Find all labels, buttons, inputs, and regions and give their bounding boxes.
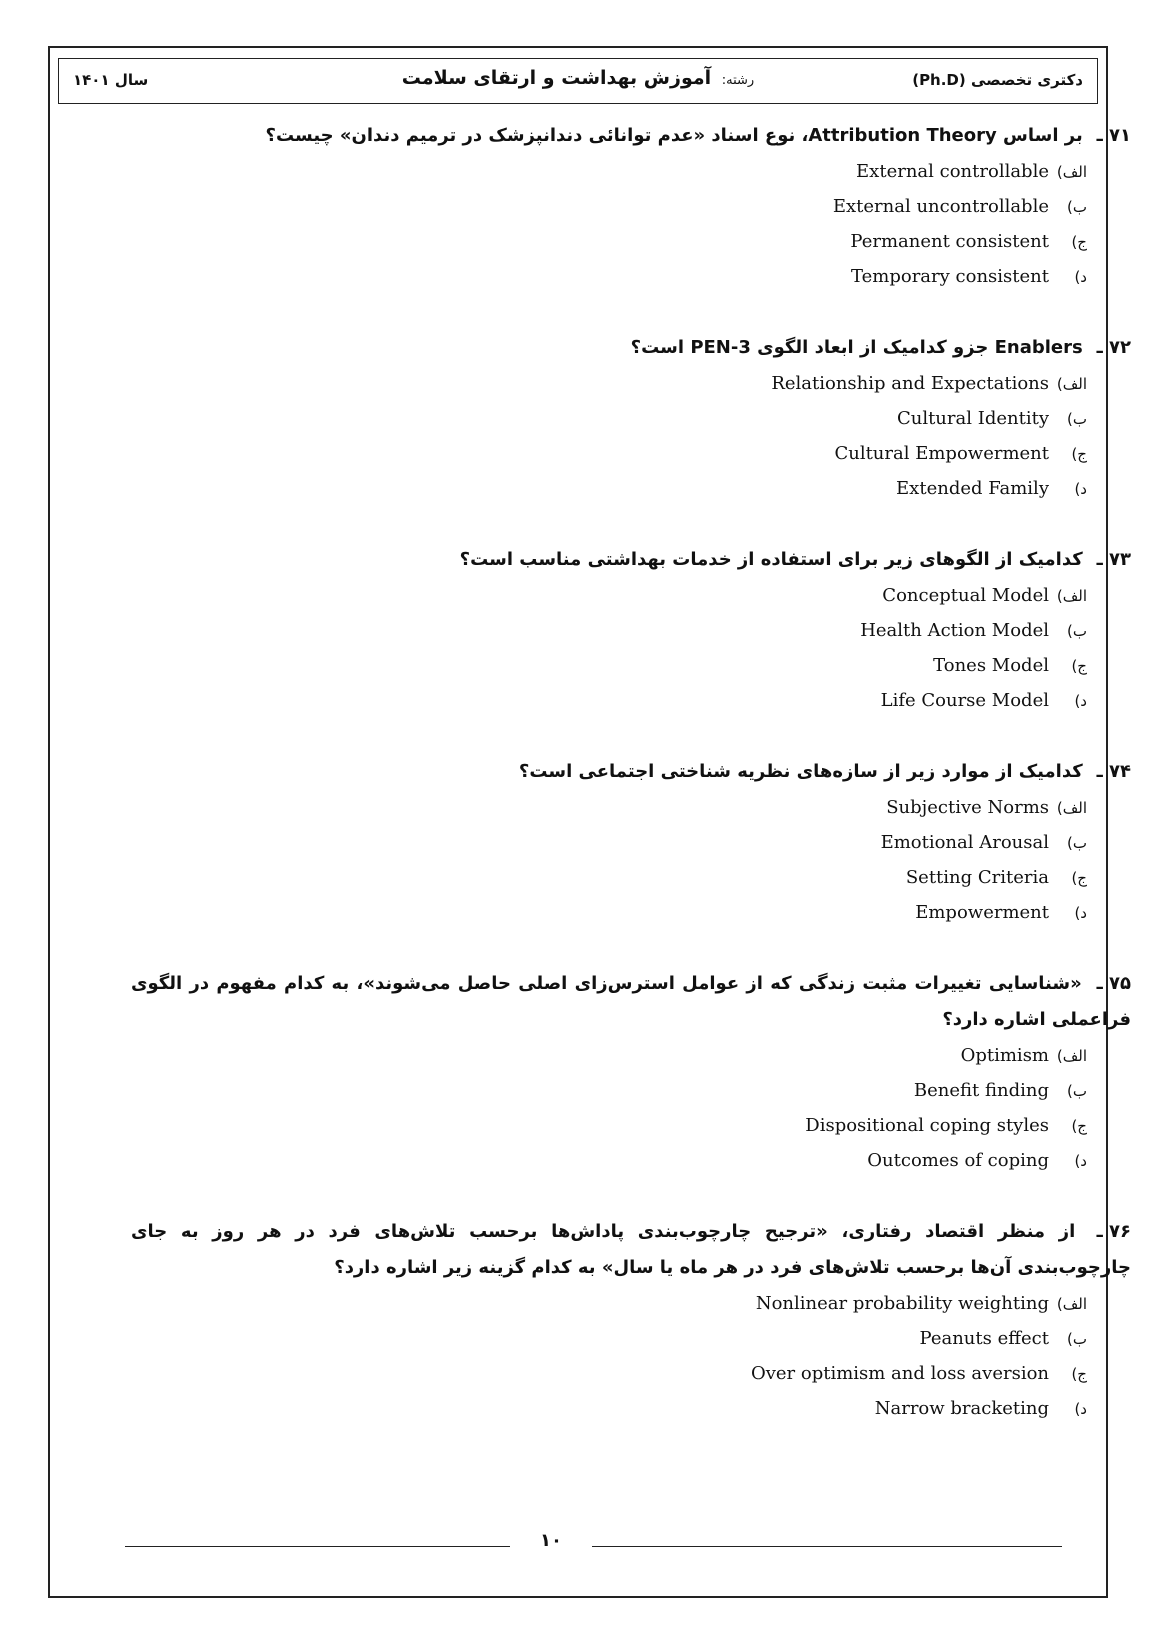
option-letter: د) bbox=[1074, 480, 1087, 498]
option-text: Dispositional coping styles bbox=[805, 1115, 1049, 1136]
option-c[interactable] bbox=[131, 648, 1131, 683]
option-letter: د) bbox=[1074, 692, 1087, 710]
question-stem bbox=[131, 330, 1131, 366]
option-text: Outcomes of coping bbox=[867, 1150, 1049, 1171]
option-a[interactable] bbox=[131, 790, 1131, 825]
option-text: Peanuts effect bbox=[919, 1328, 1049, 1349]
option-d[interactable] bbox=[131, 1391, 1131, 1426]
option-text: Nonlinear probability weighting bbox=[755, 1293, 1049, 1314]
option-text: Over optimism and loss aversion bbox=[750, 1363, 1049, 1384]
option-letter: د) bbox=[1074, 1152, 1087, 1170]
option-text: Tones Model bbox=[933, 655, 1049, 676]
option-letter: ج) bbox=[1071, 233, 1087, 251]
option-a[interactable] bbox=[131, 1286, 1131, 1321]
option-letter: ب) bbox=[1067, 834, 1087, 852]
question-text: Enablers جزو کدامیک از ابعاد الگوی PEN-3 است؟ bbox=[630, 337, 1083, 358]
question-stem bbox=[131, 118, 1131, 154]
option-a[interactable] bbox=[131, 1038, 1131, 1073]
option-letter: ب) bbox=[1067, 1082, 1087, 1100]
field-name: آموزش بهداشت و ارتقای سلامت bbox=[401, 67, 712, 89]
option-b[interactable] bbox=[131, 401, 1131, 436]
option-letter: ب) bbox=[1067, 410, 1087, 428]
option-letter: د) bbox=[1074, 904, 1087, 922]
degree-label: دکتری تخصصی (Ph.D) bbox=[912, 71, 1083, 89]
option-d[interactable] bbox=[131, 895, 1131, 930]
option-text: Subjective Norms bbox=[886, 797, 1049, 818]
option-text: External controllable bbox=[856, 161, 1049, 182]
page-footer bbox=[0, 1530, 1159, 1560]
option-letter: ب) bbox=[1067, 198, 1087, 216]
option-letter: الف) bbox=[1056, 375, 1087, 393]
option-text: Relationship and Expectations bbox=[771, 373, 1049, 394]
question-75 bbox=[131, 966, 1131, 1178]
question-stem bbox=[131, 542, 1131, 578]
option-text: Narrow bracketing bbox=[874, 1398, 1049, 1419]
question-text: «شناسایی تغییرات مثبت زندگی که از عوامل استرس‌زای اصلی حاصل می‌شوند»، به کدام مفهوم در الگوی فراعملی اشاره دارد؟ bbox=[131, 973, 1131, 1030]
option-text: Benefit finding bbox=[913, 1080, 1049, 1101]
option-letter: ج) bbox=[1071, 445, 1087, 463]
question-number: ۷۲ ـ bbox=[1096, 337, 1131, 358]
option-letter: الف) bbox=[1056, 163, 1087, 181]
question-72 bbox=[131, 330, 1131, 506]
option-d[interactable] bbox=[131, 1143, 1131, 1178]
option-b[interactable] bbox=[131, 825, 1131, 860]
option-letter: ج) bbox=[1071, 1365, 1087, 1383]
question-74 bbox=[131, 754, 1131, 930]
question-stem bbox=[131, 1214, 1131, 1286]
option-text: Setting Criteria bbox=[905, 867, 1049, 888]
option-text: Empowerment bbox=[915, 902, 1049, 923]
option-c[interactable] bbox=[131, 224, 1131, 259]
option-letter: الف) bbox=[1056, 1047, 1087, 1065]
option-letter: ج) bbox=[1071, 869, 1087, 887]
option-b[interactable] bbox=[131, 1073, 1131, 1108]
option-c[interactable] bbox=[131, 1356, 1131, 1391]
option-letter: ج) bbox=[1071, 1117, 1087, 1135]
option-letter: الف) bbox=[1056, 1295, 1087, 1313]
option-d[interactable] bbox=[131, 259, 1131, 294]
footer-rule-left bbox=[125, 1546, 510, 1547]
field-title bbox=[59, 67, 1097, 89]
question-text: از منظر اقتصاد رفتاری، «ترجیح چارچوب‌بندی پاداش‌ها برحسب تلاش‌های فرد در هر روز به جای چارچوب‌بندی آن‌ها برحسب تلاش‌های فرد در هر ماه یا سال» به کدام گزینه زیر اشاره دارد؟ bbox=[131, 1221, 1131, 1278]
option-a[interactable] bbox=[131, 578, 1131, 613]
question-text: کدامیک از الگوهای زیر برای استفاده از خدمات بهداشتی مناسب است؟ bbox=[459, 549, 1083, 570]
option-b[interactable] bbox=[131, 189, 1131, 224]
option-text: Optimism bbox=[960, 1045, 1049, 1066]
option-letter: د) bbox=[1074, 268, 1087, 286]
option-b[interactable] bbox=[131, 1321, 1131, 1356]
option-c[interactable] bbox=[131, 860, 1131, 895]
option-letter: ب) bbox=[1067, 622, 1087, 640]
exam-year: سال ۱۴۰۱ bbox=[73, 71, 149, 89]
option-letter: د) bbox=[1074, 1400, 1087, 1418]
option-letter: الف) bbox=[1056, 587, 1087, 605]
question-number: ۷۶ ـ bbox=[1096, 1221, 1131, 1242]
exam-header bbox=[58, 58, 1098, 104]
question-number: ۷۱ ـ bbox=[1096, 125, 1131, 146]
question-76 bbox=[131, 1214, 1131, 1426]
option-text: External uncontrollable bbox=[832, 196, 1049, 217]
footer-rule-right bbox=[592, 1546, 1062, 1547]
question-stem bbox=[131, 754, 1131, 790]
option-text: Permanent consistent bbox=[850, 231, 1049, 252]
question-71 bbox=[131, 118, 1131, 294]
option-letter: الف) bbox=[1056, 799, 1087, 817]
question-number: ۷۳ ـ bbox=[1096, 549, 1131, 570]
option-d[interactable] bbox=[131, 683, 1131, 718]
question-text: بر اساس Attribution Theory، نوع اسناد «عدم توانائی دندانپزشک در ترمیم دندان» چیست؟ bbox=[265, 125, 1083, 146]
option-text: Extended Family bbox=[896, 478, 1049, 499]
option-c[interactable] bbox=[131, 1108, 1131, 1143]
question-number: ۷۴ ـ bbox=[1096, 761, 1131, 782]
field-label: رشته: bbox=[721, 73, 755, 88]
option-text: Cultural Empowerment bbox=[834, 443, 1049, 464]
option-a[interactable] bbox=[131, 154, 1131, 189]
option-text: Emotional Arousal bbox=[880, 832, 1049, 853]
option-letter: ج) bbox=[1071, 657, 1087, 675]
question-text: کدامیک از موارد زیر از سازه‌های نظریه شناختی اجتماعی است؟ bbox=[518, 761, 1083, 782]
option-d[interactable] bbox=[131, 471, 1131, 506]
option-text: Cultural Identity bbox=[896, 408, 1049, 429]
question-number: ۷۵ ـ bbox=[1096, 973, 1131, 994]
option-text: Temporary consistent bbox=[851, 266, 1049, 287]
option-b[interactable] bbox=[131, 613, 1131, 648]
option-a[interactable] bbox=[131, 366, 1131, 401]
option-c[interactable] bbox=[131, 436, 1131, 471]
question-73 bbox=[131, 542, 1131, 718]
option-text: Life Course Model bbox=[880, 690, 1049, 711]
question-stem bbox=[131, 966, 1131, 1038]
option-text: Conceptual Model bbox=[882, 585, 1049, 606]
option-text: Health Action Model bbox=[860, 620, 1049, 641]
option-letter: ب) bbox=[1067, 1330, 1087, 1348]
page-number: ۱۰ bbox=[540, 1530, 562, 1551]
